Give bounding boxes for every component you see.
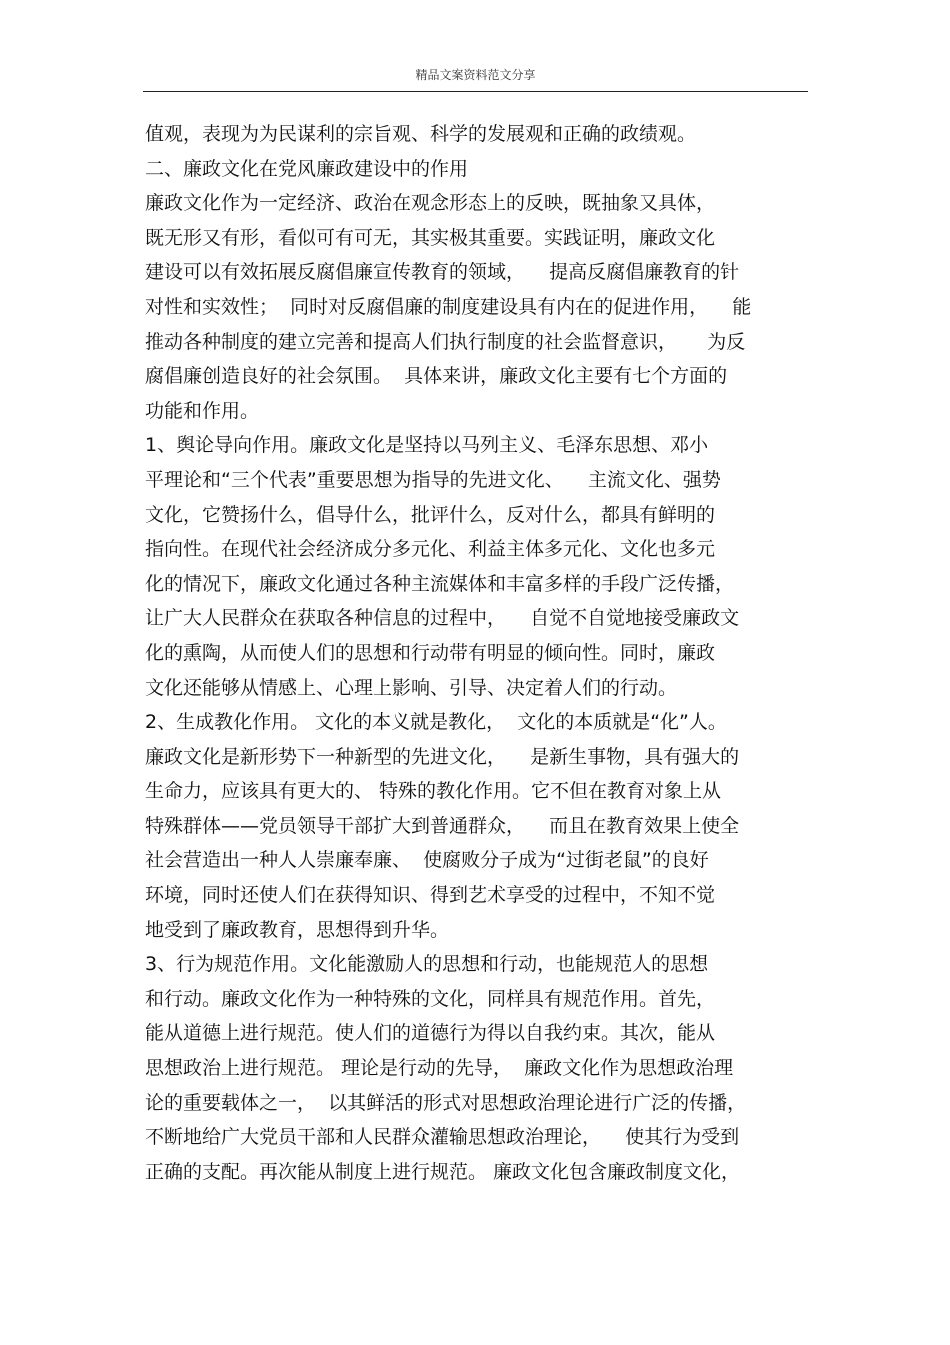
text-line: 1、舆论导向作用。廉政文化是坚持以马列主义、毛泽东思想、邓小	[145, 434, 709, 457]
text-line: 2、生成教化作用。 文化的本义就是教化， 文化的本质就是“化”人。	[145, 711, 727, 734]
text-line: 二、廉政文化在党风廉政建设中的作用	[145, 157, 469, 180]
text-line: 既无形又有形，看似可有可无，其实极其重要。实践证明，廉政文化	[145, 226, 716, 249]
text-line: 和行动。廉政文化作为一种特殊的文化，同样具有规范作用。首先，	[145, 987, 716, 1010]
text-line: 廉政文化作为一定经济、政治在观念形态上的反映，既抽象又具体，	[145, 192, 716, 215]
text-line: 让广大人民群众在获取各种信息的过程中， 自觉不自觉地接受廉政文	[145, 607, 740, 630]
text-line: 功能和作用。	[145, 399, 260, 422]
text-line: 化的熏陶，从而使人们的思想和行动带有明显的倾向性。同时，廉政	[145, 641, 716, 664]
text-line: 推动各种制度的建立完善和提高人们执行制度的社会监督意识， 为反	[145, 330, 746, 353]
text-line: 廉政文化是新形势下一种新型的先进文化， 是新生事物，具有强大的	[145, 745, 740, 768]
text-line: 论的重要载体之一， 以其鲜活的形式对思想政治理论进行广泛的传播，	[145, 1091, 747, 1114]
text-line: 化的情况下，廉政文化通过各种主流媒体和丰富多样的手段广泛传播，	[145, 572, 735, 595]
text-line: 不断地给广大党员干部和人民群众灌输思想政治理论， 使其行为受到	[145, 1126, 740, 1149]
text-line: 文化，它赞扬什么，倡导什么，批评什么，反对什么，都具有鲜明的	[145, 503, 716, 526]
text-line: 3、行为规范作用。文化能激励人的思想和行动，也能规范人的思想	[145, 953, 709, 976]
text-line: 思想政治上进行规范。 理论是行动的先导， 廉政文化作为思想政治理	[145, 1057, 734, 1080]
text-line: 文化还能够从情感上、心理上影响、引导、决定着人们的行动。	[145, 676, 678, 699]
text-line: 对性和实效性； 同时对反腐倡廉的制度建设具有内在的促进作用， 能	[145, 295, 752, 318]
text-line: 特殊群体——党员领导干部扩大到普通群众， 而且在教育效果上使全	[145, 814, 740, 837]
text-line: 建设可以有效拓展反腐倡廉宣传教育的领域， 提高反腐倡廉教育的针	[145, 261, 740, 284]
header-divider	[143, 91, 808, 92]
text-line: 平理论和“三个代表”重要思想为指导的先进文化、 主流文化、强势	[145, 468, 721, 491]
body-text	[145, 117, 825, 1189]
text-line: 腐倡廉创造良好的社会氛围。 具体来讲，廉政文化主要有七个方面的	[145, 365, 728, 388]
text-line: 环境，同时还使人们在获得知识、得到艺术享受的过程中，不知不觉	[145, 884, 716, 907]
text-line: 值观，表现为为民谋利的宗旨观、科学的发展观和正确的政绩观。	[145, 123, 697, 145]
text-line: 地受到了廉政教育，思想得到升华。	[145, 918, 450, 941]
text-line: 生命力，应该具有更大的、 特殊的教化作用。它不但在教育对象上从	[145, 780, 722, 803]
text-line: 能从道德上进行规范。使人们的道德行为得以自我约束。其次，能从	[145, 1022, 716, 1045]
text-line: 正确的支配。再次能从制度上进行规范。 廉政文化包含廉政制度文化，	[145, 1160, 741, 1183]
page-header: 精品文案资料范文分享	[415, 68, 536, 82]
text-line: 指向性。在现代社会经济成分多元化、利益主体多元化、文化也多元	[145, 538, 716, 561]
text-line: 社会营造出一种人人崇廉奉廉、 使腐败分子成为“过街老鼠”的良好	[145, 849, 709, 872]
